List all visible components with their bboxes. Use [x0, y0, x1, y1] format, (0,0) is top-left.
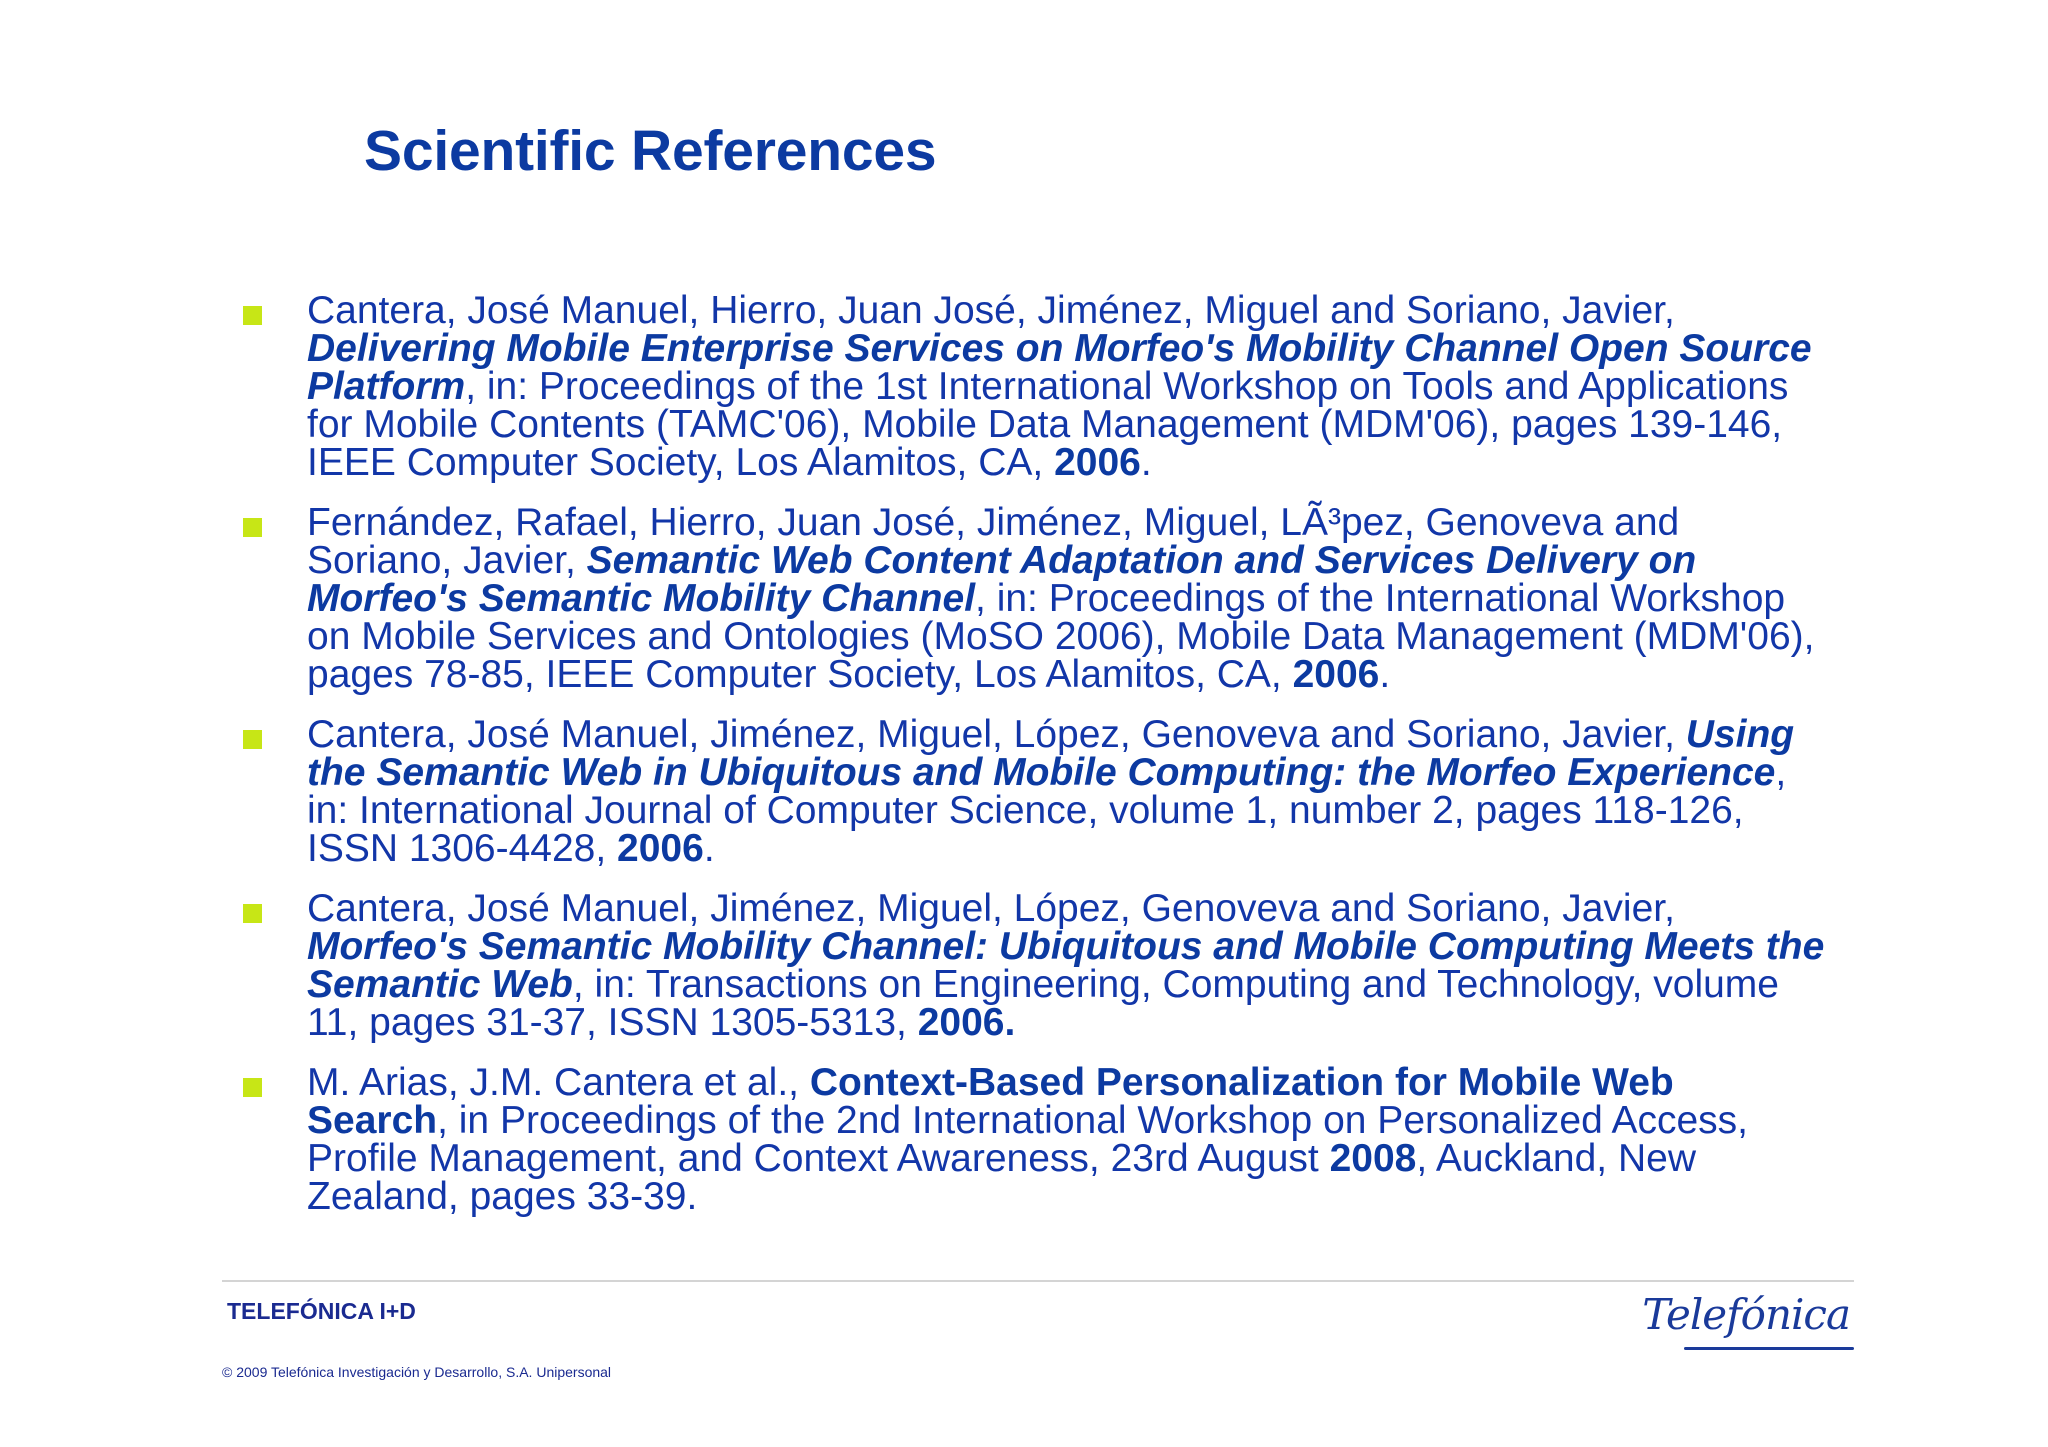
reference-line: [307, 501, 1843, 544]
logo-wordmark: Telefónica: [1642, 1290, 1850, 1339]
reference-line: [307, 441, 1843, 484]
reference-emphasis: Context-Based Personalization for Mobile Web: [809, 1061, 1674, 1104]
reference-line: [307, 887, 1843, 930]
reference-line: [307, 653, 1843, 696]
reference-line: [307, 751, 1843, 794]
reference-text: Profile Management, and Context Awareness, 23rd August: [307, 1137, 1330, 1180]
reference-item: [243, 1061, 1843, 1218]
reference-item: [243, 289, 1843, 484]
reference-line: [307, 827, 1843, 870]
reference-text: Soriano, Javier,: [307, 539, 587, 582]
reference-text: ISSN 1306-4428,: [307, 827, 618, 870]
reference-item: [243, 887, 1843, 1044]
reference-emphasis: the Semantic Web in Ubiquitous and Mobile Computing: the Morfeo Experience: [307, 751, 1776, 794]
square-bullet-icon: [243, 1078, 262, 1097]
reference-emphasis: Delivering Mobile Enterprise Services on Morfeo's Mobility Channel Open Source: [307, 327, 1812, 370]
reference-line: [307, 1175, 1843, 1218]
reference-emphasis: 2006: [1292, 653, 1380, 696]
reference-emphasis: Using: [1685, 713, 1795, 756]
reference-emphasis: Morfeo's Semantic Mobility Channel: [307, 577, 976, 620]
reference-text: Zealand, pages 33-39.: [307, 1175, 698, 1218]
reference-item: [243, 501, 1843, 696]
reference-text: on Mobile Services and Ontologies (MoSO 2006), Mobile Data Management (MDM'06),: [307, 615, 1815, 658]
reference-text: Cantera, José Manuel, Hierro, Juan José, Jiménez, Miguel and Soriano, Javier,: [307, 289, 1675, 332]
reference-line: [307, 1001, 1843, 1044]
reference-text: ,: [1775, 751, 1787, 794]
reference-text: , in Proceedings of the 2nd International Workshop on Personalized Access,: [437, 1099, 1748, 1142]
reference-text: Cantera, José Manuel, Jiménez, Miguel, López, Genoveva and Soriano, Javier,: [307, 713, 1686, 756]
reference-line: [307, 925, 1843, 968]
square-bullet-icon: [243, 904, 262, 923]
logo-underline: [1684, 1347, 1854, 1350]
reference-emphasis: 2006: [1054, 441, 1141, 484]
reference-emphasis: 2008: [1329, 1137, 1417, 1180]
reference-emphasis: 2006: [617, 827, 704, 870]
reference-text: .: [1140, 441, 1152, 484]
reference-text: .: [703, 827, 715, 870]
reference-emphasis: Search: [307, 1099, 438, 1142]
reference-list: [243, 289, 1843, 1238]
reference-emphasis: Semantic Web: [307, 963, 573, 1006]
reference-text: IEEE Computer Society, Los Alamitos, CA,: [307, 441, 1055, 484]
reference-line: [307, 365, 1843, 408]
reference-line: [307, 289, 1843, 332]
reference-text: .: [1379, 653, 1391, 696]
reference-line: [307, 539, 1843, 582]
reference-text: for Mobile Contents (TAMC'06), Mobile Data Management (MDM'06), pages 139-146,: [307, 403, 1783, 446]
reference-text: in: International Journal of Computer Science, volume 1, number 2, pages 118-126,: [307, 789, 1744, 832]
reference-line: [307, 1099, 1843, 1142]
reference-emphasis: Platform: [307, 365, 466, 408]
footer-divider: [222, 1280, 1854, 1282]
reference-line: [307, 403, 1843, 446]
footer-organization: TELEFÓNICA I+D: [227, 1298, 416, 1324]
reference-text: , Auckland, New: [1416, 1137, 1696, 1180]
square-bullet-icon: [243, 730, 262, 749]
reference-item: [243, 713, 1843, 870]
reference-line: [307, 327, 1843, 370]
reference-emphasis: Semantic Web Content Adaptation and Services Delivery on: [586, 539, 1697, 582]
reference-text: , in: Transactions on Engineering, Computing and Technology, volume: [572, 963, 1779, 1006]
reference-text: , in: Proceedings of the International Workshop: [975, 577, 1786, 620]
reference-text: 11, pages 31-37, ISSN 1305-5313,: [307, 1001, 918, 1044]
reference-emphasis: Morfeo's Semantic Mobility Channel: Ubiquitous and Mobile Computing Meets the: [307, 925, 1825, 968]
reference-line: [307, 615, 1843, 658]
reference-text: M. Arias, J.M. Cantera et al.,: [307, 1061, 810, 1104]
reference-line: [307, 713, 1843, 756]
reference-line: [307, 963, 1843, 1006]
reference-line: [307, 577, 1843, 620]
footer-copyright: © 2009 Telefónica Investigación y Desarrollo, S.A. Unipersonal: [222, 1364, 612, 1380]
reference-line: [307, 1061, 1843, 1104]
reference-line: [307, 789, 1843, 832]
reference-text: Fernández, Rafael, Hierro, Juan José, Jiménez, Miguel, LÃ³pez, Genoveva and: [307, 501, 1680, 544]
reference-text: pages 78-85, IEEE Computer Society, Los Alamitos, CA,: [307, 653, 1293, 696]
telefonica-logo: [1642, 1290, 1854, 1358]
reference-text: Cantera, José Manuel, Jiménez, Miguel, López, Genoveva and Soriano, Javier,: [307, 887, 1675, 930]
square-bullet-icon: [243, 306, 262, 325]
reference-text: , in: Proceedings of the 1st International Workshop on Tools and Applications: [465, 365, 1789, 408]
reference-line: [307, 1137, 1843, 1180]
square-bullet-icon: [243, 518, 262, 537]
slide-title: Scientific References: [364, 119, 937, 183]
reference-emphasis: 2006.: [917, 1001, 1016, 1044]
